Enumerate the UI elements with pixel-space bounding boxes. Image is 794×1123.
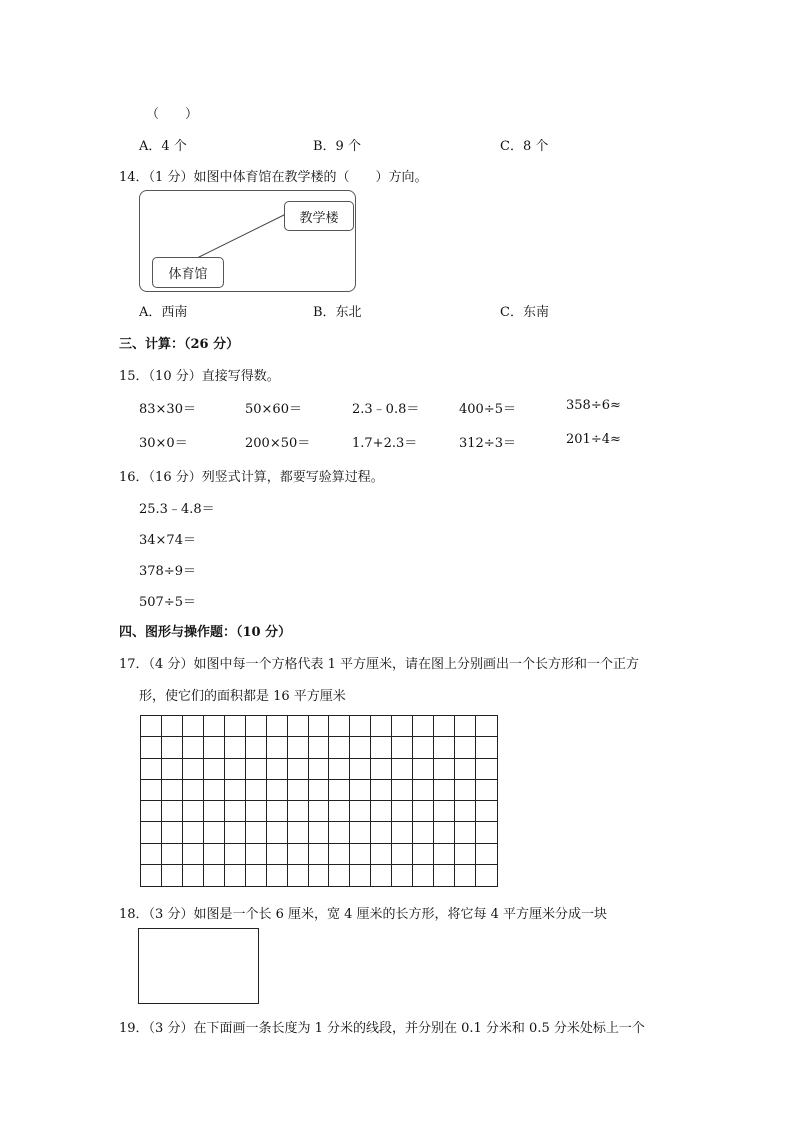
grid-cell[interactable] xyxy=(288,844,309,865)
q13-option-a[interactable]: A．4 个 xyxy=(139,139,187,154)
grid-cell[interactable] xyxy=(267,780,288,801)
q15-item: 1.7+2.3＝ xyxy=(352,436,418,451)
grid-cell[interactable] xyxy=(476,865,497,886)
grid-cell[interactable] xyxy=(225,865,246,886)
grid-cell[interactable] xyxy=(183,844,204,865)
grid-cell[interactable] xyxy=(246,780,267,801)
grid-cell[interactable] xyxy=(267,865,288,886)
q15-question: 15．（10 分）直接写得数。 xyxy=(119,369,280,384)
grid-cell[interactable] xyxy=(309,737,330,758)
square-grid[interactable] xyxy=(140,715,498,887)
grid-cell[interactable] xyxy=(309,801,330,822)
grid-cell[interactable] xyxy=(329,801,350,822)
grid-cell[interactable] xyxy=(267,844,288,865)
grid-cell[interactable] xyxy=(434,716,455,737)
grid-cell[interactable] xyxy=(162,801,183,822)
grid-cell[interactable] xyxy=(329,844,350,865)
q16-item: 25.3﹣4.8＝ xyxy=(139,502,215,517)
grid-cell[interactable] xyxy=(162,759,183,780)
grid-cell[interactable] xyxy=(434,822,455,843)
grid-cell[interactable] xyxy=(455,822,476,843)
grid-cell[interactable] xyxy=(204,865,225,886)
grid-cell[interactable] xyxy=(476,759,497,780)
grid-cell[interactable] xyxy=(183,716,204,737)
section-4-heading: 四、图形与操作题：（10 分） xyxy=(119,625,292,640)
grid-cell[interactable] xyxy=(476,801,497,822)
grid-cell[interactable] xyxy=(288,822,309,843)
grid-cell[interactable] xyxy=(225,844,246,865)
grid-cell[interactable] xyxy=(371,822,392,843)
section-3-heading: 三、计算：（26 分） xyxy=(119,337,240,352)
grid-cell[interactable] xyxy=(329,716,350,737)
grid-cell[interactable] xyxy=(476,780,497,801)
grid-cell[interactable] xyxy=(162,737,183,758)
grid-cell[interactable] xyxy=(392,780,413,801)
grid-cell[interactable] xyxy=(141,801,162,822)
grid-cell[interactable] xyxy=(350,801,371,822)
q16-item: 507÷5＝ xyxy=(139,595,196,610)
q17-question-line1: 17．（4 分）如图中每一个方格代表 1 平方厘米，请在图上分别画出一个长方形和一个正方 xyxy=(119,657,639,672)
grid-cell[interactable] xyxy=(246,737,267,758)
grid-cell[interactable] xyxy=(225,737,246,758)
grid-cell[interactable] xyxy=(162,780,183,801)
grid-cell[interactable] xyxy=(350,737,371,758)
grid-cell[interactable] xyxy=(288,716,309,737)
grid-cell[interactable] xyxy=(350,780,371,801)
q13-option-c[interactable]: C．8 个 xyxy=(500,139,549,154)
grid-cell[interactable] xyxy=(288,759,309,780)
grid-cell[interactable] xyxy=(246,822,267,843)
q15-item: 83×30＝ xyxy=(139,402,196,417)
grid-cell[interactable] xyxy=(183,780,204,801)
grid-cell[interactable] xyxy=(288,865,309,886)
grid-cell[interactable] xyxy=(392,865,413,886)
q15-item: 312÷3＝ xyxy=(459,436,516,451)
grid-cell[interactable] xyxy=(350,865,371,886)
grid-cell[interactable] xyxy=(413,759,434,780)
q17-question-line2: 形，使它们的面积都是 16 平方厘米 xyxy=(139,689,346,704)
grid-cell[interactable] xyxy=(350,844,371,865)
grid-cell[interactable] xyxy=(183,759,204,780)
grid-cell[interactable] xyxy=(246,844,267,865)
q14-option-a[interactable]: A．西南 xyxy=(139,305,188,320)
grid-cell[interactable] xyxy=(141,737,162,758)
q13-option-b[interactable]: B．9 个 xyxy=(313,139,361,154)
q14-option-b[interactable]: B．东北 xyxy=(313,305,362,320)
building-teaching: 教学楼 xyxy=(284,201,354,231)
grid-cell[interactable] xyxy=(183,801,204,822)
grid-cell[interactable] xyxy=(413,844,434,865)
q14-option-c[interactable]: C．东南 xyxy=(500,305,549,320)
grid-cell[interactable] xyxy=(204,780,225,801)
grid-cell[interactable] xyxy=(371,737,392,758)
grid-cell[interactable] xyxy=(329,822,350,843)
grid-cell[interactable] xyxy=(183,737,204,758)
grid-cell[interactable] xyxy=(204,737,225,758)
q15-item: 50×60＝ xyxy=(245,402,302,417)
grid-cell[interactable] xyxy=(413,822,434,843)
grid-cell[interactable] xyxy=(476,844,497,865)
q18-question: 18．（3 分）如图是一个长 6 厘米，宽 4 厘米的长方形，将它每 4 平方厘米分成一块 xyxy=(119,907,608,922)
grid-cell[interactable] xyxy=(392,844,413,865)
grid-cell[interactable] xyxy=(371,716,392,737)
grid-cell[interactable] xyxy=(455,780,476,801)
grid-cell[interactable] xyxy=(392,716,413,737)
grid-cell[interactable] xyxy=(246,801,267,822)
grid-cell[interactable] xyxy=(455,759,476,780)
grid-cell[interactable] xyxy=(267,822,288,843)
grid-cell[interactable] xyxy=(288,780,309,801)
grid-cell[interactable] xyxy=(455,801,476,822)
grid-cell[interactable] xyxy=(392,737,413,758)
grid-cell[interactable] xyxy=(204,822,225,843)
grid-cell[interactable] xyxy=(225,759,246,780)
grid-cell[interactable] xyxy=(267,801,288,822)
grid-cell[interactable] xyxy=(225,780,246,801)
q16-item: 378÷9＝ xyxy=(139,564,196,579)
q14-question: 14．（1 分）如图中体育馆在教学楼的（ ）方向。 xyxy=(119,170,428,185)
grid-cell[interactable] xyxy=(329,865,350,886)
grid-cell[interactable] xyxy=(455,844,476,865)
grid-cell[interactable] xyxy=(413,780,434,801)
grid-cell[interactable] xyxy=(434,801,455,822)
q15-item: 400÷5＝ xyxy=(459,402,516,417)
grid-cell[interactable] xyxy=(141,780,162,801)
grid-cell[interactable] xyxy=(371,844,392,865)
q15-item: 2.3﹣0.8＝ xyxy=(352,402,420,417)
grid-cell[interactable] xyxy=(141,822,162,843)
rectangle-6x4 xyxy=(138,928,259,1004)
grid-cell[interactable] xyxy=(329,759,350,780)
grid-cell[interactable] xyxy=(371,865,392,886)
grid-cell[interactable] xyxy=(288,801,309,822)
grid-cell[interactable] xyxy=(204,844,225,865)
q15-item: 358÷6≈ xyxy=(566,398,621,413)
grid-cell[interactable] xyxy=(434,737,455,758)
grid-cell[interactable] xyxy=(141,844,162,865)
grid-cell[interactable] xyxy=(141,759,162,780)
grid-cell[interactable] xyxy=(392,759,413,780)
grid-cell[interactable] xyxy=(371,801,392,822)
grid-cell[interactable] xyxy=(267,716,288,737)
grid-cell[interactable] xyxy=(267,737,288,758)
grid-cell[interactable] xyxy=(288,737,309,758)
grid-cell[interactable] xyxy=(309,716,330,737)
grid-cell[interactable] xyxy=(267,759,288,780)
q15-item: 200×50＝ xyxy=(245,436,311,451)
grid-cell[interactable] xyxy=(455,716,476,737)
grid-cell[interactable] xyxy=(225,716,246,737)
grid-cell[interactable] xyxy=(392,822,413,843)
grid-cell[interactable] xyxy=(162,844,183,865)
grid-cell[interactable] xyxy=(455,865,476,886)
grid-cell[interactable] xyxy=(183,822,204,843)
grid-cell[interactable] xyxy=(309,844,330,865)
grid-cell[interactable] xyxy=(329,737,350,758)
grid-cell[interactable] xyxy=(371,780,392,801)
q16-item: 34×74＝ xyxy=(139,533,196,548)
grid-cell[interactable] xyxy=(183,865,204,886)
q13-paren: （ ） xyxy=(146,107,199,122)
grid-cell[interactable] xyxy=(141,865,162,886)
grid-cell[interactable] xyxy=(246,865,267,886)
q19-question: 19．（3 分）在下面画一条长度为 1 分米的线段，并分别在 0.1 分米和 0.5 分米处标上一个 xyxy=(119,1021,645,1036)
grid-cell[interactable] xyxy=(204,716,225,737)
grid-cell[interactable] xyxy=(329,780,350,801)
grid-cell[interactable] xyxy=(434,780,455,801)
grid-cell[interactable] xyxy=(476,822,497,843)
q15-item: 30×0＝ xyxy=(139,436,188,451)
grid-cell[interactable] xyxy=(413,865,434,886)
grid-cell[interactable] xyxy=(309,780,330,801)
grid-cell[interactable] xyxy=(204,801,225,822)
grid-cell[interactable] xyxy=(371,759,392,780)
grid-cell[interactable] xyxy=(204,759,225,780)
grid-cell[interactable] xyxy=(309,865,330,886)
grid-cell[interactable] xyxy=(225,801,246,822)
grid-cell[interactable] xyxy=(162,716,183,737)
grid-cell[interactable] xyxy=(350,822,371,843)
grid-cell[interactable] xyxy=(434,759,455,780)
grid-cell[interactable] xyxy=(162,822,183,843)
grid-cell[interactable] xyxy=(309,759,330,780)
grid-cell[interactable] xyxy=(476,716,497,737)
grid-cell[interactable] xyxy=(141,716,162,737)
grid-cell[interactable] xyxy=(246,716,267,737)
grid-cell[interactable] xyxy=(162,865,183,886)
grid-cell[interactable] xyxy=(413,801,434,822)
grid-cell[interactable] xyxy=(413,737,434,758)
grid-cell[interactable] xyxy=(246,759,267,780)
grid-cell[interactable] xyxy=(309,822,330,843)
q15-item: 201÷4≈ xyxy=(566,432,621,447)
q14-direction-diagram xyxy=(139,190,356,292)
grid-cell[interactable] xyxy=(392,801,413,822)
grid-cell[interactable] xyxy=(413,716,434,737)
grid-cell[interactable] xyxy=(225,822,246,843)
building-gym: 体育馆 xyxy=(152,257,224,288)
grid-cell[interactable] xyxy=(350,716,371,737)
grid-cell[interactable] xyxy=(434,865,455,886)
grid-cell[interactable] xyxy=(350,759,371,780)
grid-cell[interactable] xyxy=(455,737,476,758)
grid-cell[interactable] xyxy=(476,737,497,758)
q16-question: 16．（16 分）列竖式计算，都要写验算过程。 xyxy=(119,470,384,485)
grid-cell[interactable] xyxy=(434,844,455,865)
